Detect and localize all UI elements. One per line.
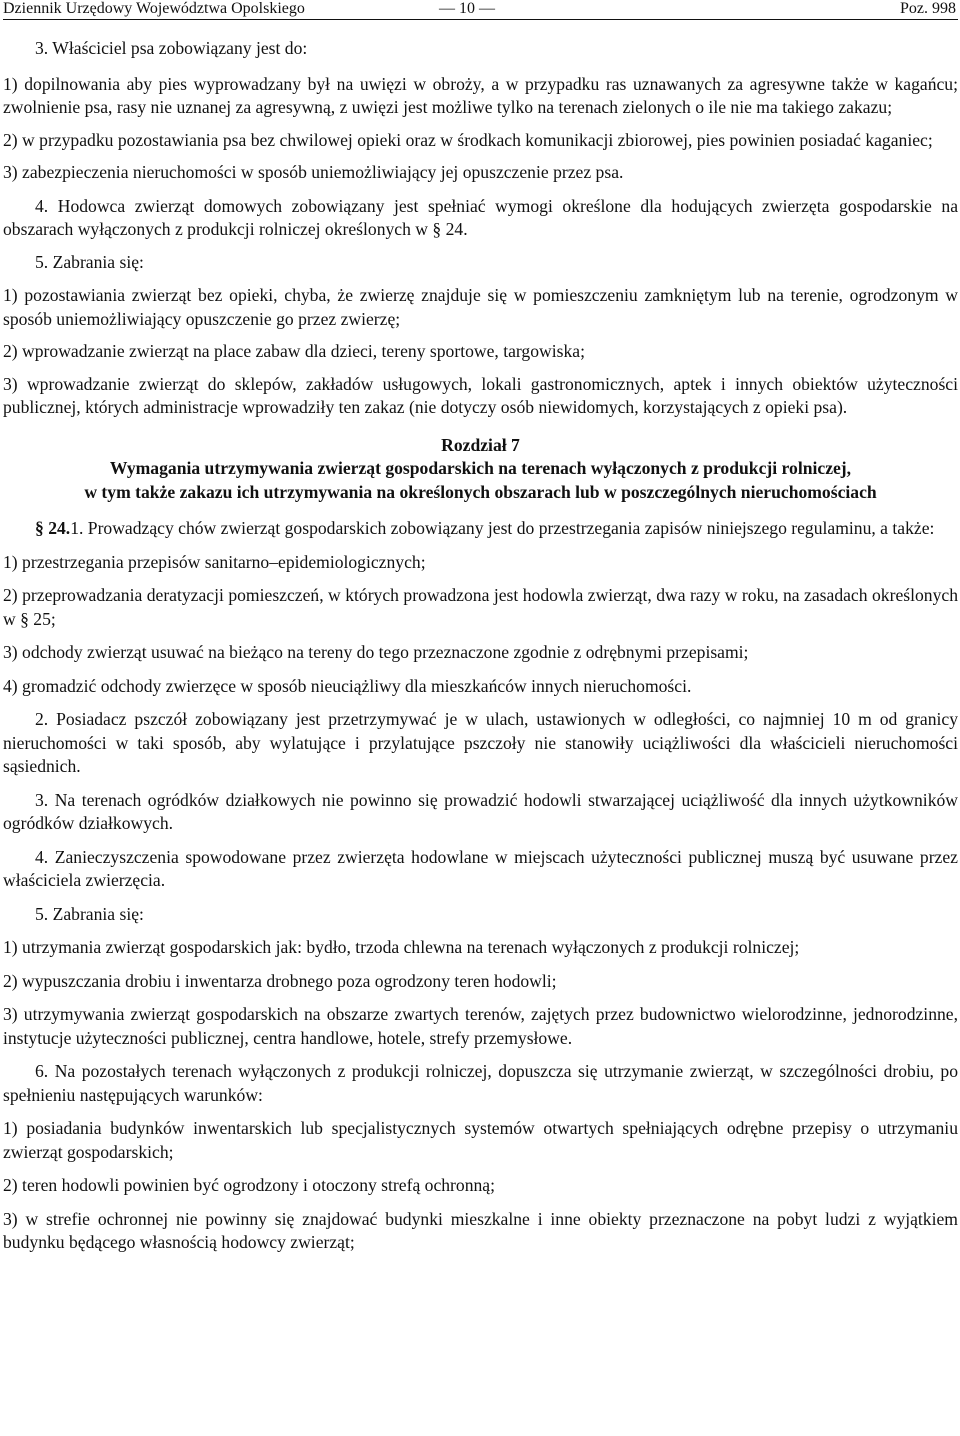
list-item: 2) w przypadku pozostawiania psa bez chwilowej opieki oraz w środkach komunikacji zbiorowej, pies powinien posiadać kaganiec;	[3, 129, 933, 150]
section-paragraph	[3, 517, 958, 541]
header-rule	[3, 19, 958, 20]
list-item: 2) przeprowadzania deratyzacji pomieszczeń, w których prowadzona jest hodowla zwierząt, dwa razy w roku, na zasadach określonych w § 25;	[3, 585, 958, 629]
page-header	[3, 0, 958, 22]
list-item: 3) utrzymywania zwierząt gospodarskich na obszarze zwartych terenów, zajętych przez budownictwo wielorodzinne, jednorodzinne, instytucje użyteczności publicznej, centra handlowe, hotele, strefy przemysłowe.	[3, 1004, 958, 1048]
paragraph-2: 2. Posiadacz pszczół zobowiązany jest przetrzymywać je w ulach, ustawionych w odległości, co najmniej 10 m od granicy nieruchomości w taki sposób, aby wylatujące i przylatujące pszczoły nie stanowiły uciążliwości dla właścicieli nieruchomości sąsiednich.	[3, 709, 958, 776]
paragraph-4b: 4. Zanieczyszczenia spowodowane przez zwierzęta hodowlane w miejscach użyteczności publicznej muszą być usuwane przez właściciela zwierzęcia.	[3, 846, 958, 890]
chapter-number: Rozdział 7	[441, 434, 520, 455]
list-item: 4) gromadzić odchody zwierzęce w sposób nieuciążliwy dla mieszkańców innych nieruchomości.	[3, 675, 692, 696]
section-paragraph-text: 1. Prowadzący chów zwierząt gospodarskich zobowiązany jest do przestrzegania zapisów niniejszego regulaminu, a także:	[70, 518, 935, 538]
list-item: 3) zabezpieczenia nieruchomości w sposób uniemożliwiający jej opuszczenie przez psa.	[3, 162, 624, 182]
paragraph-6: 6. Na pozostałych terenach wyłączonych z produkcji rolniczej, dopuszcza się utrzymanie zwierząt, w szczególności drobiu, po spełnieniu następujących warunków:	[3, 1061, 958, 1105]
list-item: 3) w strefie ochronnej nie powinny się znajdować budynki mieszkalne i inne obiekty przeznaczone na pobyt ludzi z wyjątkiem budynku będącego własnością hodowcy zwierząt;	[3, 1208, 958, 1252]
list-item: 2) wypuszczania drobiu i inwentarza drobnego poza ogrodzony teren hodowli;	[3, 970, 557, 991]
list-item: 1) dopilnowania aby pies wyprowadzany był na uwięzi w obroży, a w przypadku ras uznawanych za agresywne także w kagańcu; zwolnienie psa, rasy nie uznanej za agresywną, z uwięzi jest możliwe tylko na terenach zielonych o ile nie ma takiego zakazu;	[3, 73, 958, 117]
paragraph-3b: 3. Na terenach ogródków działkowych nie powinno się prowadzić hodowli stwarzającej uciążliwość dla innych użytkowników ogródków działkowych.	[3, 789, 958, 833]
chapter-title: Wymagania utrzymywania zwierząt gospodarskich na terenach wyłączonych z produkcji rolniczej, w tym także zakazu ich utrzymywania na określonych obszarach lub w poszczególnych nieruchomościach	[84, 458, 877, 502]
section-mark: § 24.	[35, 518, 71, 538]
list-item: 1) przestrzegania przepisów sanitarno–epidemiologicznych;	[3, 551, 426, 572]
position-number: Poz. 998	[900, 0, 956, 17]
paragraph-3: 3. Właściciel psa zobowiązany jest do:	[35, 38, 308, 58]
list-item: 3) wprowadzanie zwierząt do sklepów, zakładów usługowych, lokali gastronomicznych, aptek i innych obiektów użyteczności publicznej, których administracje wprowadziły ten zakaz (nie dotyczy osób niewidomych, korzystających z opieki psa).	[3, 373, 958, 417]
list-item: 1) posiadania budynków inwentarskich lub specjalistycznych systemów otwartych spełniających odrębne przepisy o utrzymaniu zwierząt gospodarskich;	[3, 1118, 958, 1162]
paragraph-5: 5. Zabrania się:	[35, 251, 144, 272]
list-item: 2) wprowadzanie zwierząt na place zabaw dla dzieci, tereny sportowe, targowiska;	[3, 341, 585, 361]
page-number: — 10 —	[439, 0, 495, 17]
list-item: 3) odchody zwierząt usuwać na bieżąco na tereny do tego przeznaczone zgodnie z odrębnymi przepisami;	[3, 642, 749, 662]
paragraph-5b: 5. Zabrania się:	[35, 903, 144, 924]
paragraph-4: 4. Hodowca zwierząt domowych zobowiązany jest spełniać wymogi określone dla hodujących zwierzęta gospodarskie na obszarach wyłączonych z produkcji rolniczej określonych w § 24.	[3, 195, 958, 239]
list-item: 1) utrzymania zwierząt gospodarskich jak: bydło, trzoda chlewna na terenach wyłączonych z produkcji rolniczej;	[3, 937, 800, 957]
document-page	[3, 0, 958, 1255]
journal-title: Dziennik Urzędowy Województwa Opolskiego	[3, 0, 305, 17]
list-item: 2) teren hodowli powinien być ogrodzony i otoczony strefą ochronną;	[3, 1175, 495, 1195]
list-item: 1) pozostawiania zwierząt bez opieki, chyba, że zwierzę znajduje się w pomieszczeniu zamkniętym lub na terenie, ogrodzonym w sposób uniemożliwiający opuszczenie go przez zwierzę;	[3, 285, 958, 329]
